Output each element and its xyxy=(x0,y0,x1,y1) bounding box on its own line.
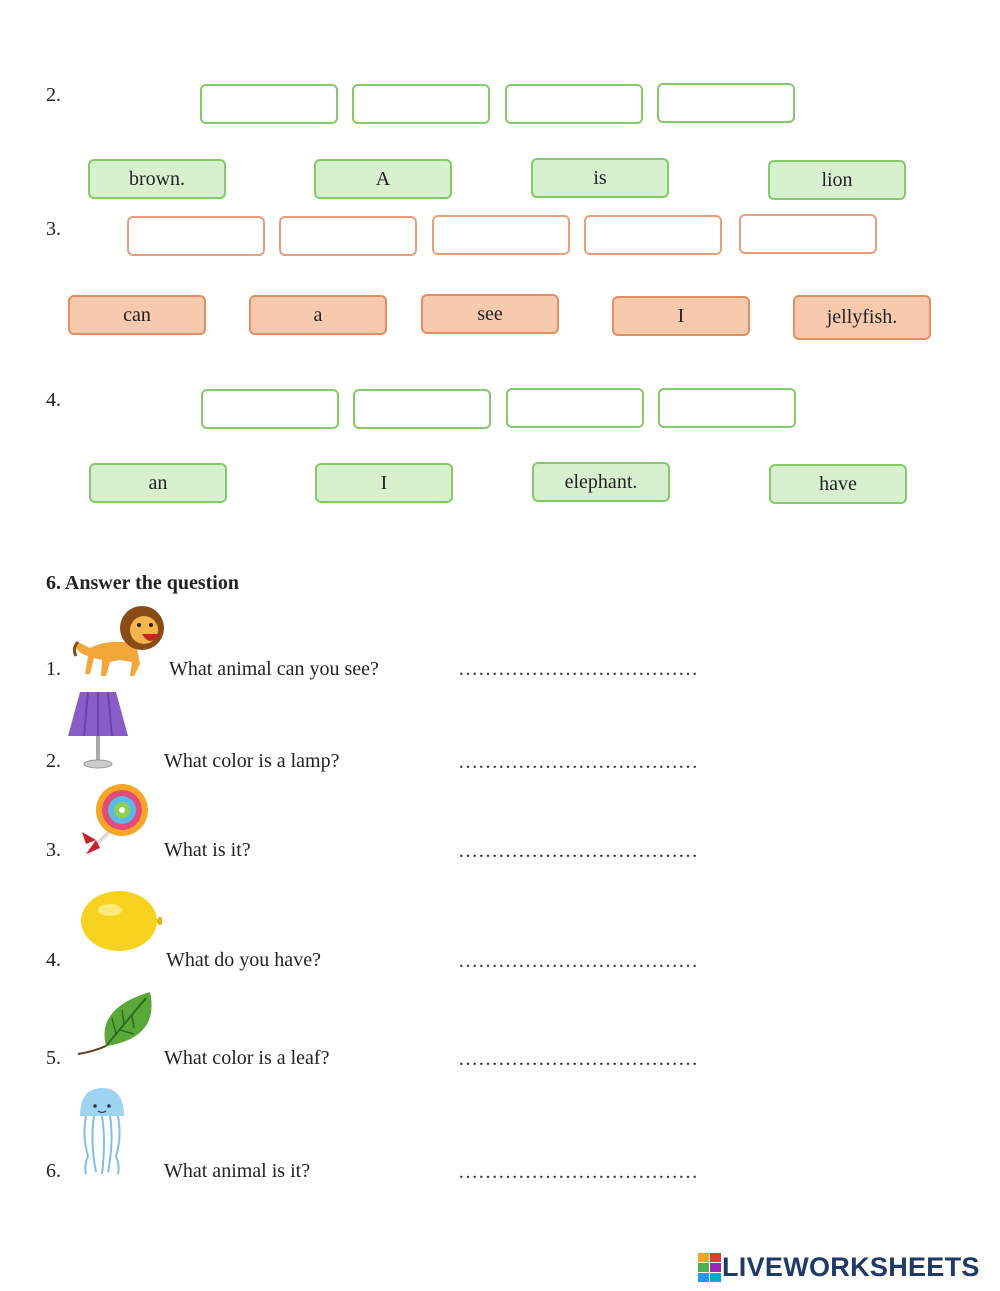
answer-field[interactable]: ……………………………… xyxy=(458,950,698,972)
answer-field[interactable]: ……………………………… xyxy=(458,658,698,680)
answer-slot[interactable] xyxy=(352,84,490,124)
answer-slot[interactable] xyxy=(353,389,491,429)
item-number: 3. xyxy=(46,218,61,240)
answer-slot[interactable] xyxy=(657,83,795,123)
word-tile[interactable]: lion xyxy=(768,160,906,200)
leaf-icon xyxy=(76,988,156,1058)
question-number: 5. xyxy=(46,1047,61,1069)
lamp-icon xyxy=(66,690,130,770)
question-text: What animal is it? xyxy=(164,1160,311,1182)
section-heading: 6. Answer the question xyxy=(46,572,239,594)
logo-text: LIVEWORKSHEETS xyxy=(722,1252,980,1282)
word-tile[interactable]: is xyxy=(531,158,669,198)
answer-slot[interactable] xyxy=(739,214,877,254)
word-tile[interactable]: an xyxy=(89,463,227,503)
word-tile[interactable]: a xyxy=(249,295,387,335)
answer-slot[interactable] xyxy=(584,215,722,255)
question-text: What is it? xyxy=(164,839,251,861)
answer-slot[interactable] xyxy=(127,216,265,256)
word-tile[interactable]: see xyxy=(421,294,559,334)
word-tile[interactable]: brown. xyxy=(88,159,226,199)
word-tile[interactable]: I xyxy=(315,463,453,503)
answer-field[interactable]: ……………………………… xyxy=(458,751,698,773)
answer-slot[interactable] xyxy=(658,388,796,428)
answer-slot[interactable] xyxy=(201,389,339,429)
question-text: What color is a leaf? xyxy=(164,1047,330,1069)
word-tile[interactable]: A xyxy=(314,159,452,199)
answer-field[interactable]: ……………………………… xyxy=(458,1048,698,1070)
answer-slot[interactable] xyxy=(505,84,643,124)
answer-slot[interactable] xyxy=(432,215,570,255)
word-tile[interactable]: I xyxy=(612,296,750,336)
question-text: What do you have? xyxy=(166,949,321,971)
word-tile[interactable]: elephant. xyxy=(532,462,670,502)
answer-slot[interactable] xyxy=(279,216,417,256)
answer-slot[interactable] xyxy=(506,388,644,428)
question-number: 3. xyxy=(46,839,61,861)
item-number: 2. xyxy=(46,84,61,106)
lion-icon xyxy=(70,604,166,678)
answer-field[interactable]: ……………………………… xyxy=(458,1161,698,1183)
question-text: What color is a lamp? xyxy=(164,750,340,772)
jellyfish-icon xyxy=(76,1086,128,1176)
word-tile[interactable]: can xyxy=(68,295,206,335)
answer-field[interactable]: ……………………………… xyxy=(458,840,698,862)
lemon-icon xyxy=(76,888,162,954)
logo-blocks-icon xyxy=(698,1253,722,1283)
question-number: 4. xyxy=(46,949,61,971)
question-number: 1. xyxy=(46,658,61,680)
word-tile[interactable]: jellyfish. xyxy=(793,295,931,340)
lollipop-icon xyxy=(72,782,152,860)
liveworksheets-logo xyxy=(698,1252,980,1283)
question-text: What animal can you see? xyxy=(169,658,379,680)
question-number: 2. xyxy=(46,750,61,772)
question-number: 6. xyxy=(46,1160,61,1182)
answer-slot[interactable] xyxy=(200,84,338,124)
item-number: 4. xyxy=(46,389,61,411)
word-tile[interactable]: have xyxy=(769,464,907,504)
